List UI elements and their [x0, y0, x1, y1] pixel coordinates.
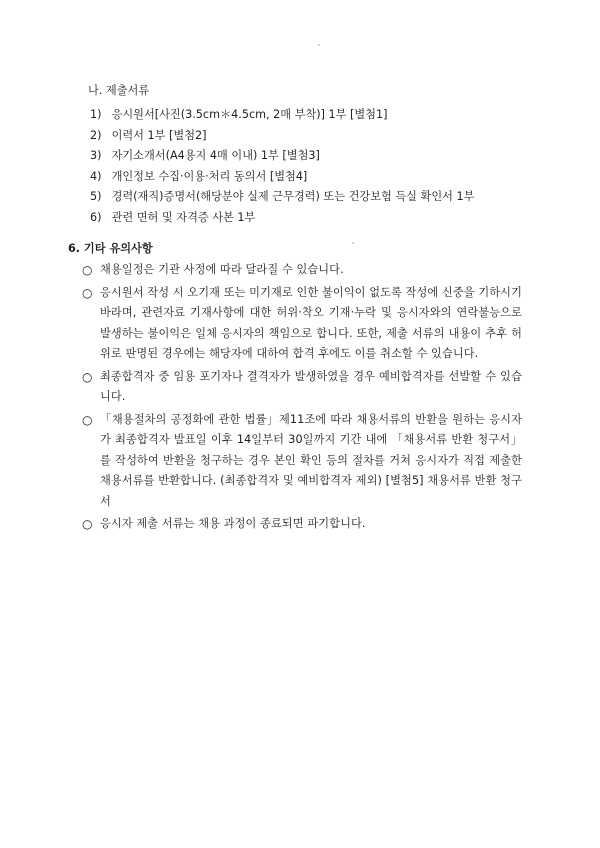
circle-bullet-icon: ○	[82, 263, 93, 277]
item-number: 2)	[90, 128, 102, 142]
list-item	[90, 146, 474, 167]
list-item	[90, 105, 474, 126]
list-item	[90, 126, 474, 147]
item-number: 4)	[90, 169, 102, 183]
notes-list	[82, 260, 522, 537]
document-list	[90, 105, 474, 229]
list-item	[90, 187, 474, 208]
note-text: 채용일정은 기관 사정에 따라 달라질 수 있습니다.	[100, 263, 344, 276]
scan-speck	[352, 242, 354, 244]
item-number: 6)	[90, 210, 102, 224]
item-text: 응시원서[사진(3.5cm＊4.5cm, 2매 부착)] 1부 [별첨1]	[111, 108, 388, 121]
circle-bullet-icon: ○	[82, 369, 93, 384]
note-text: 최종합격자 중 임용 포기자나 결격자가 발생하였을 경우 예비합격자를 선발할 수 있습니다.	[100, 369, 522, 403]
note-item	[82, 410, 522, 513]
item-text: 관련 면허 및 자격증 사본 1부	[111, 210, 256, 224]
scan-speck	[318, 44, 320, 46]
item-text: 자기소개서(A4용지 4매 이내) 1부 [별첨3]	[111, 149, 320, 163]
section-na-heading: 나. 제출서류	[88, 84, 150, 97]
circle-bullet-icon: ○	[82, 412, 93, 427]
note-text: 응시원서 작성 시 오기재 또는 미기재로 인한 불이익이 없도록 작성에 신중을 기하시기 바라며, 관련자료 기재사항에 대한 허위·착오 기재·누락 및 응시자와의 연락불능으로 발생하는 불이익은 일체 응시자의 책임으로 합니다. 또한, 제출 서류의 내용이 추후 허위로 판명된 경우에는 해당자에 대하여 합격 후에도 이를 취소할 수 있습니다.	[100, 285, 522, 360]
list-item	[90, 208, 474, 229]
note-item	[82, 283, 522, 365]
item-number: 1)	[90, 108, 102, 121]
note-text: 「채용절차의 공정화에 관한 법률」제11조에 따라 채용서류의 반환을 원하는 응시자가 최종합격자 발표일 이후 14일부터 30일까지 기간 내에 「채용서류 반환 청구서」를 작성하여 반환을 청구하는 경우 본인 확인 등의 절차를 거쳐 응시자가 직접 제출한 채용서류를 반환합니다. (최종합격자 및 예비합격자 제외) [별첨5] 채용서류 반환 청구서	[100, 412, 522, 508]
item-number: 5)	[90, 190, 102, 204]
item-text: 이력서 1부 [별첨2]	[111, 128, 207, 142]
item-text: 경력(재직)증명서(해당분야 실제 근무경력) 또는 건강보험 득실 확인서 1부	[111, 190, 475, 204]
item-text: 개인정보 수집·이용·처리 동의서 [별첨4]	[111, 169, 308, 183]
note-item	[82, 514, 522, 535]
note-text: 응시자 제출 서류는 채용 과정이 종료되면 파기합니다.	[100, 517, 366, 530]
section-6-heading: 6. 기타 유의사항	[68, 242, 153, 255]
circle-bullet-icon: ○	[82, 517, 93, 531]
item-number: 3)	[90, 149, 102, 163]
note-item	[82, 260, 522, 281]
note-item	[82, 367, 522, 408]
list-item	[90, 167, 474, 188]
circle-bullet-icon: ○	[82, 285, 93, 300]
